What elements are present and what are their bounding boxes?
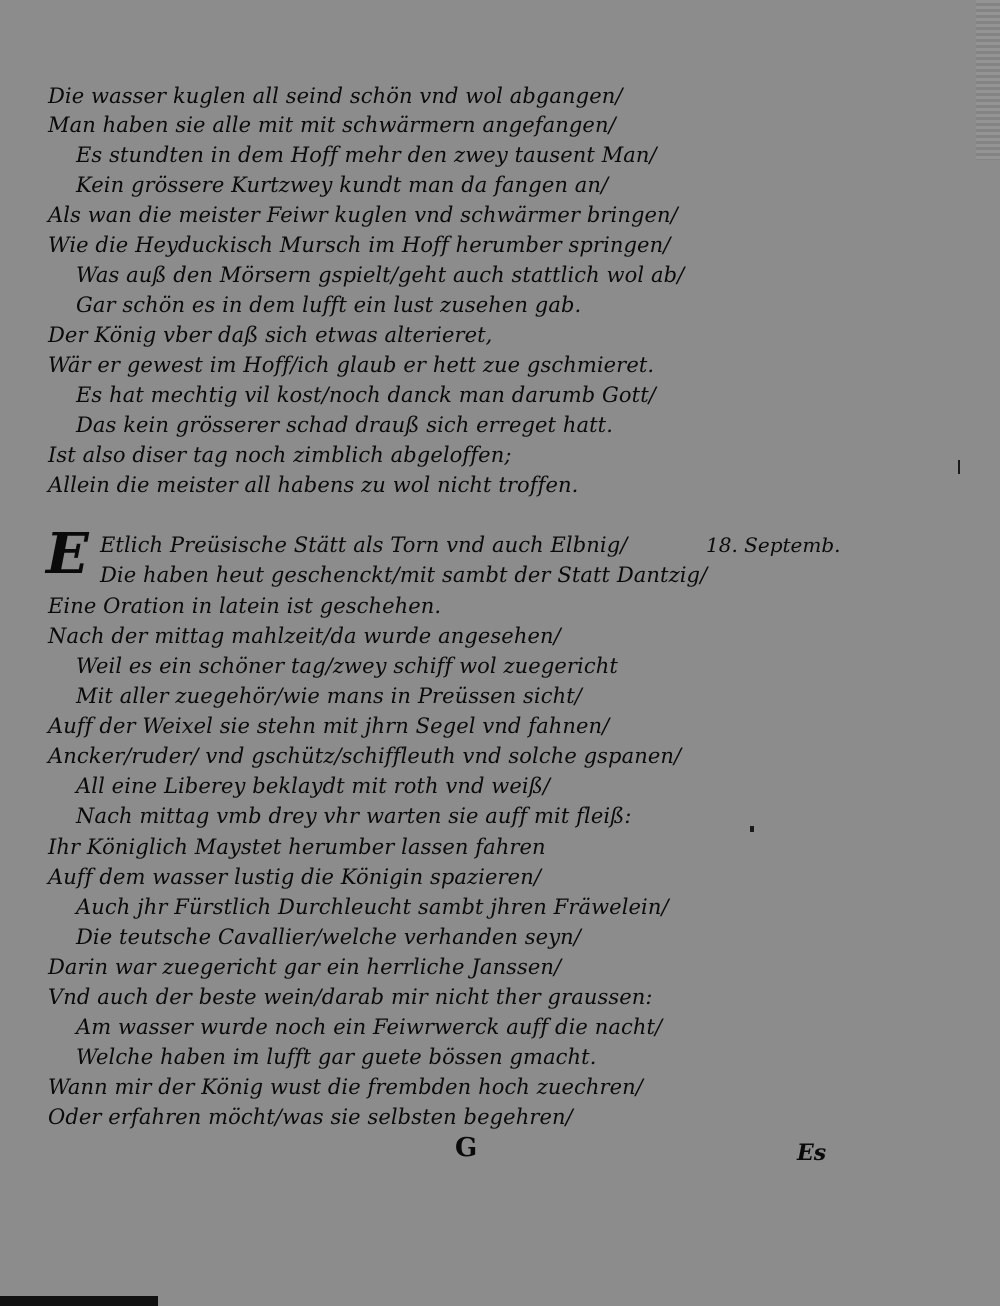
verse-line: Auff dem wasser lustig die Königin spazieren/ — [48, 865, 541, 889]
verse-line: Die wasser kuglen all seind schön vnd wol abgangen/ — [48, 84, 623, 108]
margin-date-note: 18. Septemb. — [706, 533, 841, 557]
verse-line: Das kein grösserer schad drauß sich erreget hatt. — [76, 413, 613, 437]
verse-line: All eine Liberey beklaydt mit roth vnd weiß/ — [76, 774, 551, 798]
verse-line: Auch jhr Fürstlich Durchleucht sambt jhren Fräwelein/ — [76, 895, 669, 919]
verse-line: Der König vber daß sich etwas alterieret, — [48, 323, 493, 347]
verse-line: Darin war zuegericht gar ein herrliche Janssen/ — [48, 955, 562, 979]
verse-line: Kein grössere Kurtzwey kundt man da fangen an/ — [76, 173, 609, 197]
drop-cap: E — [46, 521, 89, 587]
verse-line: Wann mir der König wust die frembden hoch zuechren/ — [48, 1075, 643, 1099]
verse-line: Wär er gewest im Hoff/ich glaub er hett zue gschmieret. — [48, 353, 655, 377]
ink-speck — [750, 826, 754, 832]
verse-line: Gar schön es in dem lufft ein lust zusehen gab. — [76, 293, 582, 317]
verse-line: Ancker/ruder/ vnd gschütz/schiffleuth vnd solche gspanen/ — [48, 744, 682, 768]
ink-speck — [958, 460, 960, 474]
verse-line: Die teutsche Cavallier/welche verhanden seyn/ — [76, 925, 581, 949]
verse-line: Man haben sie alle mit mit schwärmern angefangen/ — [48, 113, 616, 137]
verse-line: Nach der mittag mahlzeit/da wurde angesehen/ — [48, 624, 561, 648]
verse-line: Etlich Preüsische Stätt als Torn vnd auch Elbnig/ — [100, 533, 628, 557]
verse-line: Wie die Heyduckisch Mursch im Hoff herumber springen/ — [48, 233, 671, 257]
verse-line: Am wasser wurde noch ein Feiwrwerck auff die nacht/ — [76, 1015, 663, 1039]
verse-line: Was auß den Mörsern gspielt/geht auch stattlich wol ab/ — [76, 263, 685, 287]
scan-edge-bar — [0, 1296, 158, 1306]
verse-line: Vnd auch der beste wein/darab mir nicht ther graussen: — [48, 985, 653, 1009]
verse-line: Ihr Königlich Maystet herumber lassen fahren — [48, 835, 546, 859]
verse-line: Als wan die meister Feiwr kuglen vnd schwärmer bringen/ — [48, 203, 678, 227]
verse-line: Ist also diser tag noch zimblich abgeloffen; — [48, 443, 512, 467]
verse-line: Nach mittag vmb drey vhr warten sie auff mit fleiß: — [76, 804, 632, 828]
verse-line: Weil es ein schöner tag/zwey schiff wol zuegericht — [76, 654, 618, 678]
verse-line: Allein die meister all habens zu wol nicht troffen. — [48, 473, 579, 497]
verse-line: Welche haben im lufft gar guete bössen gmacht. — [76, 1045, 597, 1069]
verse-line: Oder erfahren möcht/was sie selbsten begehren/ — [48, 1105, 573, 1129]
verse-line: Es stundten in dem Hoff mehr den zwey tausent Man/ — [76, 143, 657, 167]
verse-line: Auff der Weixel sie stehn mit jhrn Segel vnd fahnen/ — [48, 714, 610, 738]
verse-line: Eine Oration in latein ist geschehen. — [48, 594, 442, 618]
verse-line: Es hat mechtig vil kost/noch danck man darumb Gott/ — [76, 383, 656, 407]
signature-mark: G — [455, 1133, 478, 1163]
page-edge-scan-artifact — [976, 0, 1000, 160]
catchword: Es — [797, 1140, 827, 1166]
verse-line: Die haben heut geschenckt/mit sambt der Statt Dantzig/ — [100, 563, 708, 587]
verse-line: Mit aller zuegehör/wie mans in Preüssen sicht/ — [76, 684, 582, 708]
